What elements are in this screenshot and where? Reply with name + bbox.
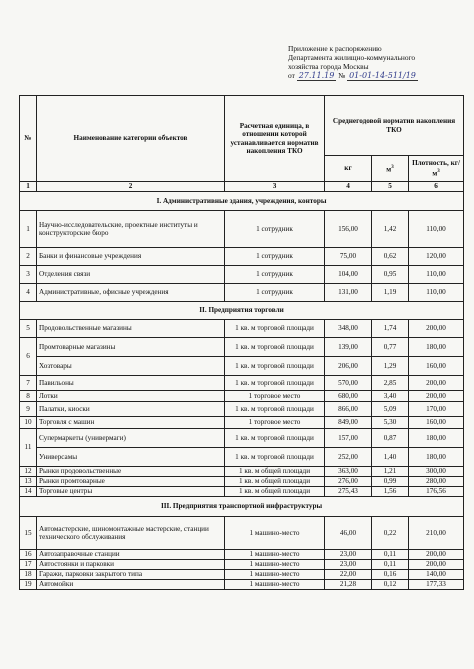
table-cell: 1 кв. м торговой площади <box>225 429 325 448</box>
header-line-3: хозяйства города Москвы <box>288 62 369 71</box>
table-cell: 1,19 <box>372 284 409 302</box>
table-cell: 280,00 <box>409 477 464 487</box>
table-cell: 3 <box>20 266 37 284</box>
table-cell: Рынки продовольственные <box>37 467 225 477</box>
table-cell: Продовольственные магазины <box>37 320 225 338</box>
table-cell: 3,40 <box>372 391 409 402</box>
table-row <box>20 248 464 266</box>
col-head-num: № <box>20 96 37 182</box>
table-row <box>20 417 464 429</box>
table-row <box>20 560 464 570</box>
table-cell: 1 сотрудник <box>225 248 325 266</box>
table-cell: 140,00 <box>409 570 464 580</box>
table-cell: 1,42 <box>372 211 409 248</box>
col-head-m3: $м^3$ <box>372 156 409 182</box>
table-cell: III. Предприятия транспортной инфраструктуры <box>20 497 464 517</box>
table-cell: 180,00 <box>409 338 464 357</box>
table-cell: 5 <box>20 320 37 338</box>
table-cell: 1,21 <box>372 467 409 477</box>
table-cell: 1 машино-место <box>225 570 325 580</box>
handwritten-date: 27.11.19 <box>298 71 335 80</box>
table-cell: 7 <box>20 376 37 391</box>
table-cell: 210,00 <box>409 517 464 550</box>
table-cell: 160,00 <box>409 417 464 429</box>
table-cell: 13 <box>20 477 37 487</box>
table-row <box>20 376 464 391</box>
table-cell: 0,62 <box>372 248 409 266</box>
table-cell: Автостоянки и парковки <box>37 560 225 570</box>
header-line-2: Департамента жилищно-коммунального <box>288 53 416 62</box>
table-cell: 110,00 <box>409 266 464 284</box>
header-line-1: Приложение к распоряжению <box>288 44 382 53</box>
document-header <box>288 44 468 81</box>
table-cell: 8 <box>20 391 37 402</box>
table-row <box>20 580 464 590</box>
table-cell: 1 <box>20 182 37 192</box>
table-cell: Лотки <box>37 391 225 402</box>
table-cell: 1 кв. м торговой площади <box>225 320 325 338</box>
table-row <box>20 487 464 497</box>
table-cell: 200,00 <box>409 550 464 560</box>
table-cell: Универсамы <box>37 448 225 467</box>
table-row <box>20 357 464 376</box>
table-cell: 206,00 <box>325 357 372 376</box>
table-cell: 570,00 <box>325 376 372 391</box>
section-row <box>20 192 464 211</box>
table-cell: 1 кв. м торговой площади <box>225 338 325 357</box>
table-cell: 5,30 <box>372 417 409 429</box>
table-cell: I. Административные здания, учреждения, конторы <box>20 192 464 211</box>
table-cell: 12 <box>20 467 37 477</box>
table-row <box>20 391 464 402</box>
table-cell: 1 кв. м торговой площади <box>225 448 325 467</box>
table-cell: 1 <box>20 211 37 248</box>
table-cell: 1,56 <box>372 487 409 497</box>
table-cell: Автомойки <box>37 580 225 590</box>
table-cell: 21,28 <box>325 580 372 590</box>
table-cell: 75,00 <box>325 248 372 266</box>
table-cell: 0,87 <box>372 429 409 448</box>
table-cell: 110,00 <box>409 211 464 248</box>
table-cell: Супермаркеты (универмаги) <box>37 429 225 448</box>
norms-table <box>19 95 464 590</box>
table-cell: 0,77 <box>372 338 409 357</box>
table-cell: 1 машино-место <box>225 560 325 570</box>
table-cell: 177,33 <box>409 580 464 590</box>
table-cell: 866,00 <box>325 402 372 417</box>
table-cell: 23,00 <box>325 550 372 560</box>
table-cell: 17 <box>20 560 37 570</box>
table-cell: 1 кв. м общей площади <box>225 477 325 487</box>
table-cell: 120,00 <box>409 248 464 266</box>
table-cell: 23,00 <box>325 560 372 570</box>
table-cell: 1,40 <box>372 448 409 467</box>
table-cell: 16 <box>20 550 37 560</box>
table-cell: 300,00 <box>409 467 464 477</box>
table-cell: Банки и финансовые учреждения <box>37 248 225 266</box>
table-cell: 3 <box>225 182 325 192</box>
table-row <box>20 550 464 560</box>
table-cell: 1 кв. м общей площади <box>225 467 325 477</box>
table-cell: 200,00 <box>409 376 464 391</box>
col-head-category: Наименование категории объектов <box>37 96 225 182</box>
table-cell: 160,00 <box>409 357 464 376</box>
table-cell: 131,00 <box>325 284 372 302</box>
table-cell: Павильоны <box>37 376 225 391</box>
from-label: от <box>288 71 295 80</box>
table-cell: 1 кв. м торговой площади <box>225 376 325 391</box>
table-cell: 1 сотрудник <box>225 284 325 302</box>
table-cell: 176,56 <box>409 487 464 497</box>
table-cell: Хозтовары <box>37 357 225 376</box>
col-head-density: Плотность, $кг/м^3$ <box>409 156 464 182</box>
col-head-norm: Среднегодовой норматив накопления ТКО <box>325 96 464 156</box>
column-numbers-row <box>20 182 464 192</box>
table-cell: 0,95 <box>372 266 409 284</box>
table-cell: 46,00 <box>325 517 372 550</box>
table-cell: 19 <box>20 580 37 590</box>
table-row <box>20 266 464 284</box>
table-cell: 0,11 <box>372 550 409 560</box>
table-cell: Автомастерские, шиномонтажные мастерские, станции технического обслуживания <box>37 517 225 550</box>
table-cell: 139,00 <box>325 338 372 357</box>
table-cell: 252,00 <box>325 448 372 467</box>
table-cell: 849,00 <box>325 417 372 429</box>
table-cell: 2,85 <box>372 376 409 391</box>
table-cell: 157,00 <box>325 429 372 448</box>
table-cell: 6 <box>409 182 464 192</box>
table-cell: 276,00 <box>325 477 372 487</box>
table-cell: 1 торговое место <box>225 391 325 402</box>
table-cell: 200,00 <box>409 391 464 402</box>
table-cell: Административные, офисные учреждения <box>37 284 225 302</box>
table-row <box>20 320 464 338</box>
table-cell: 200,00 <box>409 320 464 338</box>
table-cell: Научно-исследовательские, проектные институты и конструкторские бюро <box>37 211 225 248</box>
table-cell: 1 машино-место <box>225 580 325 590</box>
table-cell: 180,00 <box>409 448 464 467</box>
table-cell: 1 сотрудник <box>225 211 325 248</box>
table-cell: 0,12 <box>372 580 409 590</box>
table-cell: 15 <box>20 517 37 550</box>
table-row <box>20 211 464 248</box>
table-cell: 1 машино-место <box>225 517 325 550</box>
table-cell: 5 <box>372 182 409 192</box>
table-cell: 1 кв. м торговой площади <box>225 357 325 376</box>
table-cell: 11 <box>20 429 37 467</box>
table-cell: 363,00 <box>325 467 372 477</box>
table-cell: 4 <box>325 182 372 192</box>
col-head-unit: Расчетная единица, в отношении которой устанавливается норматив накопления ТКО <box>225 96 325 182</box>
table-cell: 1,29 <box>372 357 409 376</box>
table-cell: 104,00 <box>325 266 372 284</box>
table-cell: 1 кв. м торговой площади <box>225 402 325 417</box>
header-date-line <box>288 71 468 81</box>
table-cell: 18 <box>20 570 37 580</box>
table-cell: 1 торговое место <box>225 417 325 429</box>
col-head-kg: кг <box>325 156 372 182</box>
table-cell: 2 <box>37 182 225 192</box>
table-row <box>20 284 464 302</box>
table-cell: 200,00 <box>409 560 464 570</box>
table-cell: Торговля с машин <box>37 417 225 429</box>
table-cell: 275,43 <box>325 487 372 497</box>
table-cell: 156,00 <box>325 211 372 248</box>
table-cell: 0,11 <box>372 560 409 570</box>
table-cell: 180,00 <box>409 429 464 448</box>
table-cell: 0,16 <box>372 570 409 580</box>
table-cell: 170,00 <box>409 402 464 417</box>
table-cell: 1,74 <box>372 320 409 338</box>
table-cell: Торговые центры <box>37 487 225 497</box>
table-cell: 14 <box>20 487 37 497</box>
table-cell: Промтоварные магазины <box>37 338 225 357</box>
table-cell: Палатки, киоски <box>37 402 225 417</box>
table-cell: 10 <box>20 417 37 429</box>
table-row <box>20 429 464 448</box>
table-cell: 5,09 <box>372 402 409 417</box>
table-row <box>20 402 464 417</box>
table-row <box>20 570 464 580</box>
table-cell: 348,00 <box>325 320 372 338</box>
table-row <box>20 467 464 477</box>
section-row <box>20 497 464 517</box>
table-cell: Отделения связи <box>37 266 225 284</box>
table-cell: Гаражи, парковки закрытого типа <box>37 570 225 580</box>
table-cell: 1 сотрудник <box>225 266 325 284</box>
table-row <box>20 477 464 487</box>
table-cell: 110,00 <box>409 284 464 302</box>
table-row <box>20 517 464 550</box>
number-label: № <box>338 71 346 80</box>
table-cell: 9 <box>20 402 37 417</box>
handwritten-number: 01-01-14-511/19 <box>349 71 416 80</box>
table-cell: Рынки промтоварные <box>37 477 225 487</box>
table-cell: 1 машино-место <box>225 550 325 560</box>
table-cell: II. Предприятия торговли <box>20 302 464 320</box>
table-cell: 680,00 <box>325 391 372 402</box>
table-row <box>20 338 464 357</box>
table-cell: 6 <box>20 338 37 376</box>
table-cell: 0,99 <box>372 477 409 487</box>
table-cell: Автозаправочные станции <box>37 550 225 560</box>
table-cell: 4 <box>20 284 37 302</box>
section-row <box>20 302 464 320</box>
table-cell: 22,00 <box>325 570 372 580</box>
table-cell: 1 кв. м общей площади <box>225 487 325 497</box>
table-row <box>20 448 464 467</box>
table-cell: 0,22 <box>372 517 409 550</box>
table-cell: 2 <box>20 248 37 266</box>
